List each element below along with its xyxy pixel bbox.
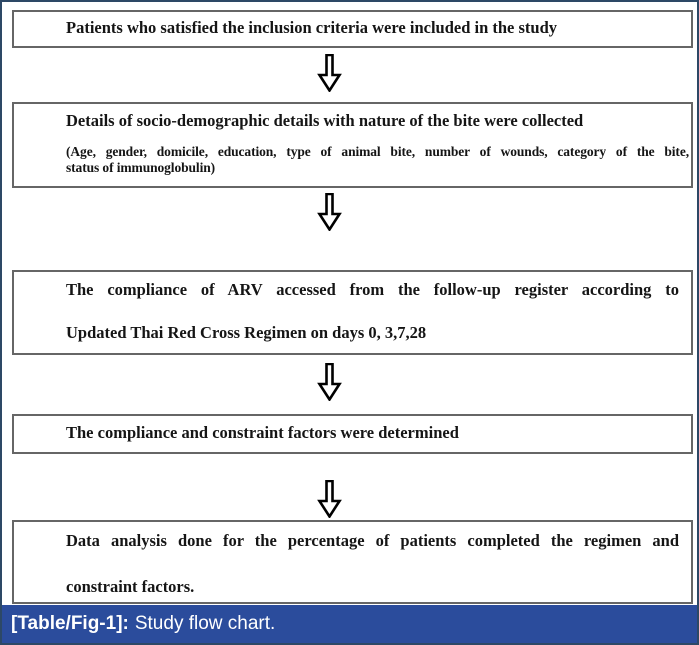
flow-step-factors-determined bbox=[12, 414, 693, 454]
flow-step-text-line-2: Updated Thai Red Cross Regimen on days 0, 3,7,28 bbox=[66, 323, 427, 342]
flow-step-heading: Details of socio-demographic details with nature of the bite were collected bbox=[66, 111, 584, 130]
flow-step-data-analysis bbox=[12, 520, 693, 604]
flow-step-text-line-2: constraint factors. bbox=[66, 577, 195, 596]
down-arrow-icon bbox=[316, 54, 343, 92]
flow-step-detail-line-1: (Age, gender, domicile, education, type of animal bite, number of wounds, category of the bite, bbox=[66, 144, 689, 159]
down-arrow-icon bbox=[316, 193, 343, 231]
flow-step-arv-compliance bbox=[12, 270, 693, 355]
flow-step-socio-demographic bbox=[12, 102, 693, 188]
flow-step-inclusion bbox=[12, 10, 693, 48]
flow-step-text: Patients who satisfied the inclusion criteria were included in the study bbox=[66, 18, 558, 37]
figure-caption-bar bbox=[2, 605, 697, 643]
flow-step-text: The compliance and constraint factors were determined bbox=[66, 423, 459, 442]
flow-step-text-line-1: Data analysis done for the percentage of patients completed the regimen and bbox=[66, 531, 679, 550]
down-arrow-icon bbox=[316, 363, 343, 401]
down-arrow-icon bbox=[316, 480, 343, 518]
figure-caption-label: [Table/Fig-1]: bbox=[11, 613, 129, 634]
flow-step-text-line-1: The compliance of ARV accessed from the follow-up register according to bbox=[66, 280, 679, 299]
flow-step-detail-line-2: status of immunoglobulin) bbox=[66, 160, 216, 175]
figure-caption-text: Study flow chart. bbox=[134, 613, 276, 634]
